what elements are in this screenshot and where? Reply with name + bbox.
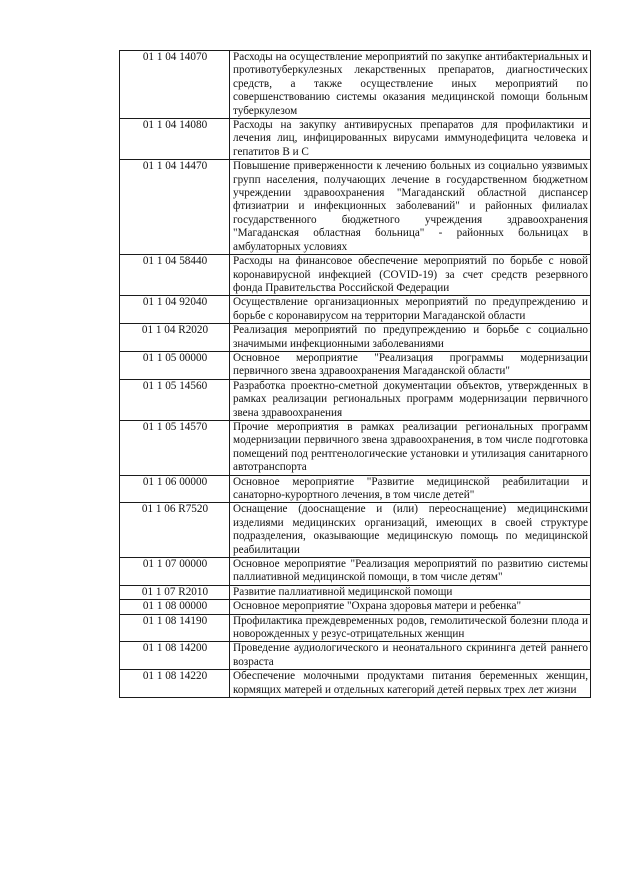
row-description: Расходы на финансовое обеспечение мероприятий по борьбе с новой коронавирусной инфекцией (COVID-19) за счет средств резервного фонда Правительства Российской Федерации xyxy=(230,255,591,296)
row-code: 01 1 08 00000 xyxy=(120,600,230,614)
row-description: Разработка проектно-сметной документации объектов, утвержденных в рамках реализации региональных программ модернизации первичного звена здравоохранения xyxy=(230,379,591,420)
row-code: 01 1 07 00000 xyxy=(120,558,230,586)
row-code: 01 1 06 R7520 xyxy=(120,503,230,558)
row-description: Основное мероприятие "Развитие медицинской реабилитации и санаторно-курортного лечения, в том числе детей" xyxy=(230,475,591,503)
row-code: 01 1 04 R2020 xyxy=(120,324,230,352)
row-code: 01 1 06 00000 xyxy=(120,475,230,503)
table-row xyxy=(120,324,591,352)
budget-classification-table xyxy=(119,50,591,698)
row-description: Реализация мероприятий по предупреждению и борьбе с социально значимыми инфекционными заболеваниями xyxy=(230,324,591,352)
row-code: 01 1 07 R2010 xyxy=(120,585,230,599)
row-description: Расходы на закупку антивирусных препаратов для профилактики и лечения лиц, инфицированных вирусами иммунодефицита человека и гепатитов В и С xyxy=(230,119,591,160)
row-description: Основное мероприятие "Охрана здоровья матери и ребенка" xyxy=(230,600,591,614)
row-code: 01 1 08 14220 xyxy=(120,670,230,698)
row-description: Развитие паллиативной медицинской помощи xyxy=(230,585,591,599)
row-code: 01 1 05 00000 xyxy=(120,351,230,379)
table-row xyxy=(120,670,591,698)
table-row xyxy=(120,600,591,614)
row-code: 01 1 08 14200 xyxy=(120,642,230,670)
row-description: Основное мероприятие "Реализация мероприятий по развитию системы паллиативной медицинской помощи, в том числе детям" xyxy=(230,558,591,586)
row-description: Повышение приверженности к лечению больных из социально уязвимых групп населения, получающих лечение в государственном бюджетном учреждении здравоохранения "Магаданский областной диспансер фтизиатрии и инфекционных заболеваний" и районных филиалах государственного бюджетного учреждения здравоохранения "Магаданская областная больница" - районных больницах в амбулаторных условиях xyxy=(230,160,591,255)
row-code: 01 1 04 92040 xyxy=(120,296,230,324)
table-row xyxy=(120,420,591,475)
row-code: 01 1 08 14190 xyxy=(120,614,230,642)
row-description: Основное мероприятие "Реализация программы модернизации первичного звена здравоохранения Магаданской области" xyxy=(230,351,591,379)
table-row xyxy=(120,558,591,586)
row-description: Прочие мероприятия в рамках реализации региональных программ модернизации первичного звена здравоохранения, в том числе подготовка помещений под рентгенологические установки и утилизация санитарного автотранспорта xyxy=(230,420,591,475)
table-row xyxy=(120,296,591,324)
table-row xyxy=(120,255,591,296)
row-description: Проведение аудиологического и неонатального скрининга детей раннего возраста xyxy=(230,642,591,670)
table-row xyxy=(120,642,591,670)
row-code: 01 1 04 14080 xyxy=(120,119,230,160)
row-code: 01 1 05 14570 xyxy=(120,420,230,475)
table-row xyxy=(120,351,591,379)
table-row xyxy=(120,475,591,503)
row-description: Обеспечение молочными продуктами питания беременных женщин, кормящих матерей и отдельных категорий детей первых трех лет жизни xyxy=(230,670,591,698)
row-code: 01 1 05 14560 xyxy=(120,379,230,420)
table-row xyxy=(120,585,591,599)
table-body xyxy=(120,51,591,698)
table-row xyxy=(120,51,591,119)
row-description: Оснащение (дооснащение и (или) переоснащение) медицинскими изделиями медицинских организаций, имеющих в своей структуре подразделения, оказывающие медицинскую помощь по медицинской реабилитации xyxy=(230,503,591,558)
table-row xyxy=(120,614,591,642)
table-row xyxy=(120,119,591,160)
row-code: 01 1 04 14070 xyxy=(120,51,230,119)
row-description: Осуществление организационных мероприятий по предупреждению и борьбе с коронавирусом на территории Магаданской области xyxy=(230,296,591,324)
row-code: 01 1 04 58440 xyxy=(120,255,230,296)
table-row xyxy=(120,160,591,255)
row-description: Профилактика преждевременных родов, гемолитической болезни плода и новорожденных у резус-отрицательных женщин xyxy=(230,614,591,642)
row-description: Расходы на осуществление мероприятий по закупке антибактериальных и противотуберкулезных лекарственных препаратов, диагностических средств, а также осуществление иных мероприятий по совершенствованию системы оказания медицинской помощи больным туберкулезом xyxy=(230,51,591,119)
row-code: 01 1 04 14470 xyxy=(120,160,230,255)
table-row xyxy=(120,503,591,558)
table-row xyxy=(120,379,591,420)
